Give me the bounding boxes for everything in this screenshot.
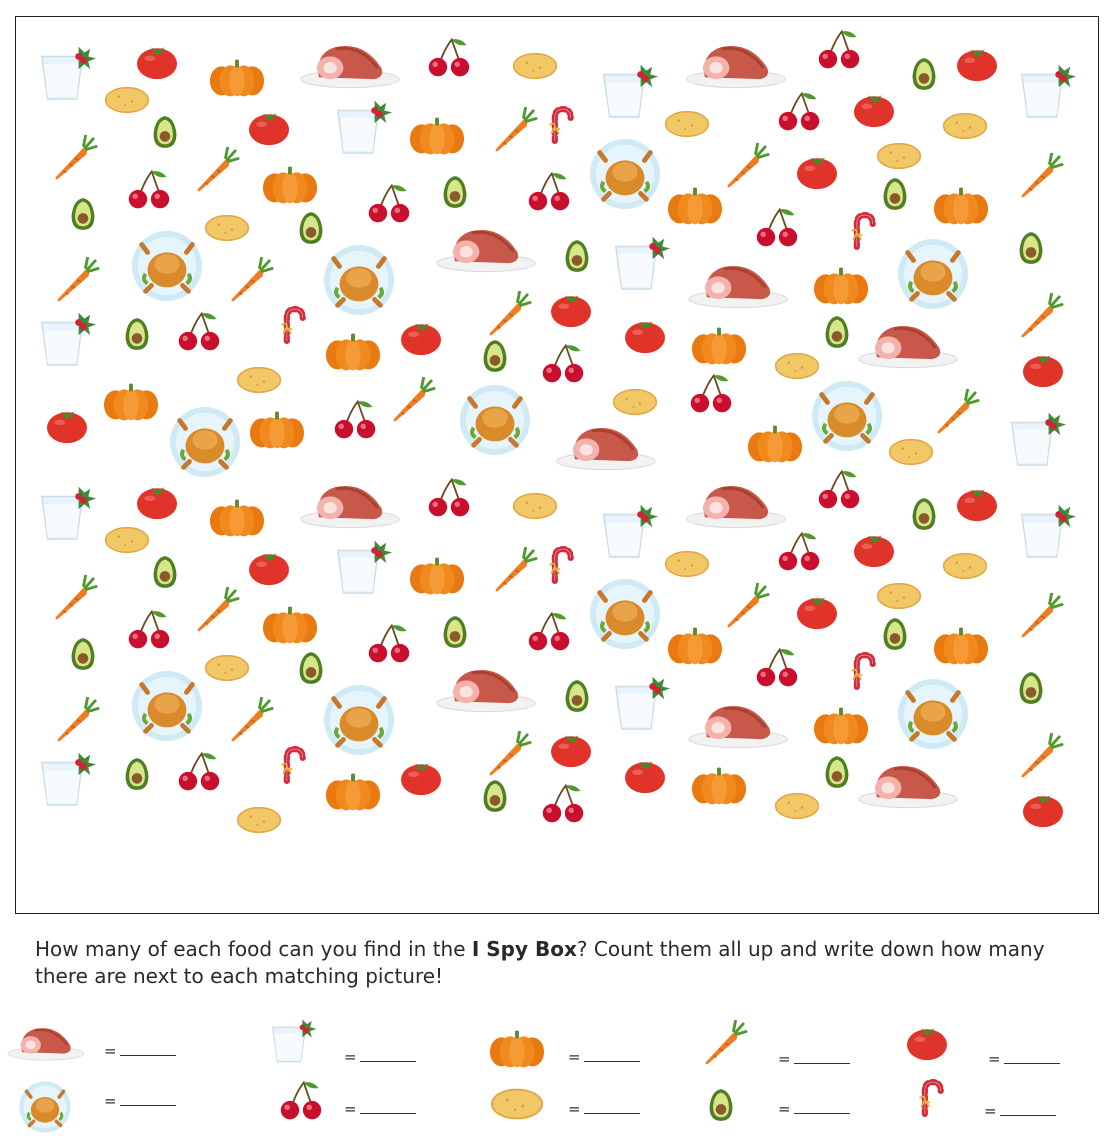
potato-icon: [942, 111, 988, 141]
turkey-icon: [18, 1080, 72, 1134]
answer-line[interactable]: [794, 1053, 850, 1064]
turkey-icon: [588, 577, 662, 651]
milk-icon: [268, 1012, 318, 1066]
avocado-icon: [68, 635, 98, 673]
tomato-icon: [134, 41, 180, 81]
avocado-icon: [1016, 669, 1046, 707]
avocado-icon: [122, 315, 152, 353]
pumpkin-icon: [932, 623, 990, 667]
milk-icon: [1016, 499, 1078, 559]
pumpkin-icon: [746, 421, 804, 465]
cherry-icon: [332, 397, 378, 441]
potato-icon: [512, 51, 558, 81]
tomato-icon: [548, 289, 594, 329]
potato-icon: [204, 653, 250, 683]
potato-icon: [104, 85, 150, 115]
equals-sign: =: [344, 1100, 357, 1118]
avocado-icon: [706, 1086, 736, 1124]
turkey-icon: [810, 379, 884, 453]
candy-cane-icon: [278, 745, 308, 785]
pumpkin-icon: [408, 553, 466, 597]
cherry-icon: [754, 645, 800, 689]
ham-icon: [856, 319, 960, 369]
pumpkin-icon: [812, 703, 870, 747]
cherry-icon: [176, 749, 222, 793]
milk-icon: [610, 671, 672, 731]
milk-icon: [610, 231, 672, 291]
avocado-icon: [822, 313, 852, 351]
avocado-icon: [296, 209, 326, 247]
avocado-icon: [150, 113, 180, 151]
pumpkin-icon: [102, 379, 160, 423]
carrot-icon: [192, 147, 240, 195]
potato-icon: [664, 549, 710, 579]
answer-line[interactable]: [360, 1103, 416, 1114]
cherry-icon: [366, 621, 412, 665]
turkey-icon: [322, 243, 396, 317]
equals-sign: =: [344, 1048, 357, 1066]
carrot-icon: [226, 697, 274, 745]
answer-blank-pumpkin[interactable]: [568, 1048, 640, 1066]
ham-icon: [684, 39, 788, 89]
potato-icon: [774, 791, 820, 821]
cherry-icon: [816, 27, 862, 71]
turkey-icon: [896, 677, 970, 751]
milk-icon: [332, 535, 394, 595]
turkey-icon: [168, 405, 242, 479]
answer-line[interactable]: [1000, 1105, 1056, 1116]
carrot-icon: [1016, 153, 1064, 201]
carrot-icon: [388, 377, 436, 425]
carrot-icon: [50, 135, 98, 183]
tomato-icon: [1020, 789, 1066, 829]
turkey-icon: [322, 683, 396, 757]
carrot-icon: [722, 143, 770, 191]
answer-blank-carrot[interactable]: [778, 1050, 850, 1068]
candy-cane-icon: [546, 545, 576, 585]
avocado-icon: [480, 337, 510, 375]
carrot-icon: [700, 1020, 748, 1068]
ham-icon: [6, 1022, 86, 1062]
tomato-icon: [622, 315, 668, 355]
carrot-icon: [192, 587, 240, 635]
ham-icon: [298, 39, 402, 89]
milk-icon: [332, 95, 394, 155]
carrot-icon: [1016, 593, 1064, 641]
cherry-icon: [366, 181, 412, 225]
avocado-icon: [440, 173, 470, 211]
tomato-icon: [398, 317, 444, 357]
tomato-icon: [954, 43, 1000, 83]
milk-icon: [36, 307, 98, 367]
tomato-icon: [548, 729, 594, 769]
tomato-icon: [904, 1022, 950, 1062]
avocado-icon: [562, 677, 592, 715]
potato-icon: [888, 437, 934, 467]
equals-sign: =: [988, 1050, 1001, 1068]
answer-blank-potato[interactable]: [568, 1100, 640, 1118]
turkey-icon: [588, 137, 662, 211]
answer-line[interactable]: [584, 1103, 640, 1114]
cherry-icon: [526, 169, 572, 213]
cherry-icon: [540, 341, 586, 385]
candy-cane-icon: [848, 211, 878, 251]
carrot-icon: [226, 257, 274, 305]
turkey-icon: [896, 237, 970, 311]
tomato-icon: [954, 483, 1000, 523]
tomato-icon: [794, 151, 840, 191]
ham-icon: [554, 421, 658, 471]
answer-line[interactable]: [794, 1103, 850, 1114]
pumpkin-icon: [324, 329, 382, 373]
potato-icon: [204, 213, 250, 243]
equals-sign: =: [104, 1042, 117, 1060]
ham-icon: [684, 479, 788, 529]
potato-icon: [236, 805, 282, 835]
carrot-icon: [490, 107, 538, 155]
tomato-icon: [44, 405, 90, 445]
milk-icon: [1016, 59, 1078, 119]
answer-blank-tomato[interactable]: [988, 1050, 1060, 1068]
cherry-icon: [426, 35, 472, 79]
pumpkin-icon: [208, 495, 266, 539]
carrot-icon: [52, 257, 100, 305]
cherry-icon: [526, 609, 572, 653]
potato-icon: [512, 491, 558, 521]
carrot-icon: [1016, 293, 1064, 341]
avocado-icon: [1016, 229, 1046, 267]
answer-line[interactable]: [120, 1045, 176, 1056]
pumpkin-icon: [932, 183, 990, 227]
potato-icon: [942, 551, 988, 581]
ham-icon: [434, 223, 538, 273]
answer-line[interactable]: [120, 1095, 176, 1106]
pumpkin-icon: [208, 55, 266, 99]
answer-blank-turkey[interactable]: [104, 1092, 176, 1110]
cherry-icon: [426, 475, 472, 519]
avocado-icon: [880, 615, 910, 653]
potato-icon: [104, 525, 150, 555]
avocado-icon: [440, 613, 470, 651]
i-spy-box: [15, 16, 1099, 914]
i-spy-box-label: I Spy Box: [471, 937, 577, 961]
cherry-icon: [688, 371, 734, 415]
answer-blank-cherry[interactable]: [344, 1100, 416, 1118]
potato-icon: [876, 141, 922, 171]
equals-sign: =: [104, 1092, 117, 1110]
equals-sign: =: [984, 1102, 997, 1120]
milk-icon: [36, 747, 98, 807]
equals-sign: =: [778, 1050, 791, 1068]
carrot-icon: [1016, 733, 1064, 781]
turkey-icon: [458, 383, 532, 457]
tomato-icon: [851, 529, 897, 569]
carrot-icon: [484, 731, 532, 779]
tomato-icon: [851, 89, 897, 129]
potato-icon: [490, 1086, 544, 1122]
answer-line[interactable]: [1004, 1053, 1060, 1064]
cherry-icon: [754, 205, 800, 249]
pumpkin-icon: [488, 1026, 546, 1070]
potato-icon: [664, 109, 710, 139]
answer-blank-avocado[interactable]: [778, 1100, 850, 1118]
answer-blank-milk[interactable]: [344, 1048, 416, 1066]
candy-cane-icon: [848, 651, 878, 691]
ham-icon: [434, 663, 538, 713]
tomato-icon: [622, 755, 668, 795]
candy-cane-icon: [916, 1078, 946, 1118]
answer-line[interactable]: [360, 1051, 416, 1062]
pumpkin-icon: [324, 769, 382, 813]
carrot-icon: [722, 583, 770, 631]
milk-icon: [36, 481, 98, 541]
milk-icon: [36, 41, 98, 101]
turkey-icon: [130, 669, 204, 743]
ham-icon: [298, 479, 402, 529]
potato-icon: [876, 581, 922, 611]
avocado-icon: [122, 755, 152, 793]
avocado-icon: [909, 495, 939, 533]
pumpkin-icon: [690, 763, 748, 807]
cherry-icon: [278, 1078, 324, 1122]
tomato-icon: [134, 481, 180, 521]
equals-sign: =: [568, 1100, 581, 1118]
avocado-icon: [562, 237, 592, 275]
cherry-icon: [816, 467, 862, 511]
pumpkin-icon: [261, 162, 319, 206]
carrot-icon: [484, 291, 532, 339]
cherry-icon: [126, 607, 172, 651]
answer-blank-ham[interactable]: [104, 1042, 176, 1060]
potato-icon: [612, 387, 658, 417]
answer-line[interactable]: [584, 1051, 640, 1062]
avocado-icon: [909, 55, 939, 93]
equals-sign: =: [778, 1100, 791, 1118]
cherry-icon: [776, 529, 822, 573]
potato-icon: [236, 365, 282, 395]
cherry-icon: [776, 89, 822, 133]
avocado-icon: [480, 777, 510, 815]
instructions-text: How many of each food can you find in the I Spy Box? Count them all up and write down how many there are next to each matching picture!: [35, 937, 1045, 988]
avocado-icon: [880, 175, 910, 213]
carrot-icon: [50, 575, 98, 623]
cherry-icon: [126, 167, 172, 211]
potato-icon: [774, 351, 820, 381]
pumpkin-icon: [261, 602, 319, 646]
milk-icon: [1006, 407, 1068, 467]
carrot-icon: [932, 389, 980, 437]
tomato-icon: [246, 107, 292, 147]
candy-cane-icon: [278, 305, 308, 345]
tomato-icon: [246, 547, 292, 587]
carrot-icon: [490, 547, 538, 595]
pumpkin-icon: [690, 323, 748, 367]
ham-icon: [686, 699, 790, 749]
cherry-icon: [176, 309, 222, 353]
carrot-icon: [52, 697, 100, 745]
pumpkin-icon: [812, 263, 870, 307]
pumpkin-icon: [408, 113, 466, 157]
ham-icon: [686, 259, 790, 309]
turkey-icon: [130, 229, 204, 303]
pumpkin-icon: [248, 407, 306, 451]
pumpkin-icon: [666, 623, 724, 667]
avocado-icon: [150, 553, 180, 591]
pumpkin-icon: [666, 183, 724, 227]
milk-icon: [598, 499, 660, 559]
equals-sign: =: [568, 1048, 581, 1066]
ham-icon: [856, 759, 960, 809]
cherry-icon: [540, 781, 586, 825]
tomato-icon: [398, 757, 444, 797]
answer-blank-candy-cane[interactable]: [984, 1102, 1056, 1120]
tomato-icon: [1020, 349, 1066, 389]
avocado-icon: [68, 195, 98, 233]
milk-icon: [598, 59, 660, 119]
candy-cane-icon: [546, 105, 576, 145]
avocado-icon: [822, 753, 852, 791]
avocado-icon: [296, 649, 326, 687]
tomato-icon: [794, 591, 840, 631]
